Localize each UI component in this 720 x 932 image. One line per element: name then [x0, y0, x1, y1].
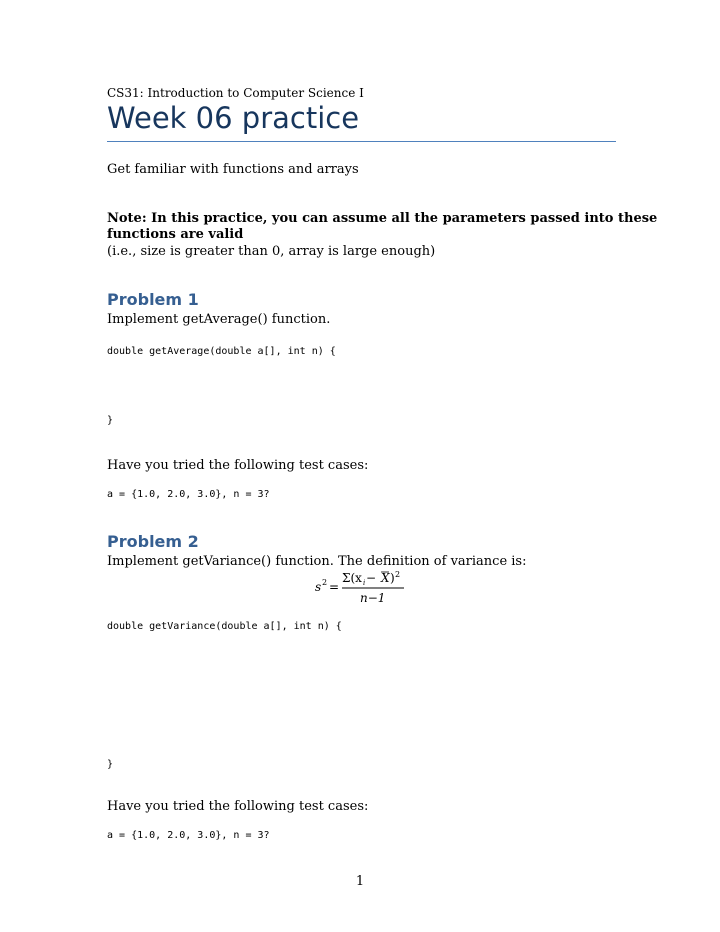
- problem-1-test-prompt: Have you tried the following test cases:: [107, 458, 369, 473]
- problem-2-closing-brace: }: [107, 759, 114, 770]
- page-number: 1: [355, 874, 365, 889]
- formula-numerator-subscript: i: [363, 579, 366, 587]
- problem-2-heading: Problem 2: [107, 532, 199, 551]
- variance-formula: [314, 570, 406, 606]
- problem-2-description: Implement getVariance() function. The definition of variance is:: [107, 554, 527, 569]
- note-bold-line-1: Note: In this practice, you can assume all the parameters passed into these: [107, 211, 658, 226]
- problem-1-heading: Problem 1: [107, 290, 199, 309]
- problem-1-description: Implement getAverage() function.: [107, 312, 331, 327]
- note-bold-line-2: functions are valid: [107, 227, 244, 242]
- problem-2-test-prompt: Have you tried the following test cases:: [107, 799, 369, 814]
- problem-1-test-case: a = {1.0, 2.0, 3.0}, n = 3?: [107, 489, 270, 500]
- formula-equals: =: [329, 580, 340, 594]
- page-title: Week 06 practice: [107, 101, 360, 135]
- problem-2-test-case: a = {1.0, 2.0, 3.0}, n = 3?: [107, 830, 270, 841]
- formula-numerator-close: ): [390, 571, 395, 585]
- formula-lhs: s: [315, 580, 322, 594]
- note-detail: (i.e., size is greater than 0, array is large enough): [107, 244, 436, 259]
- formula-numerator-xbar: X: [381, 571, 390, 585]
- formula-numerator-sum: Σ(x: [342, 571, 362, 585]
- problem-1-closing-brace: }: [107, 415, 114, 426]
- formula-numerator-minus: −: [366, 571, 377, 585]
- problem-1-signature: double getAverage(double a[], int n) {: [107, 346, 336, 357]
- subtitle-text: Get familiar with functions and arrays: [107, 162, 359, 177]
- formula-lhs-exponent: 2: [322, 578, 328, 587]
- formula-numerator-exponent: 2: [395, 570, 401, 579]
- title-underline: [107, 141, 616, 142]
- problem-2-signature: double getVariance(double a[], int n) {: [107, 621, 342, 632]
- course-header: CS31: Introduction to Computer Science I: [107, 86, 364, 100]
- formula-denominator: n−1: [360, 591, 386, 605]
